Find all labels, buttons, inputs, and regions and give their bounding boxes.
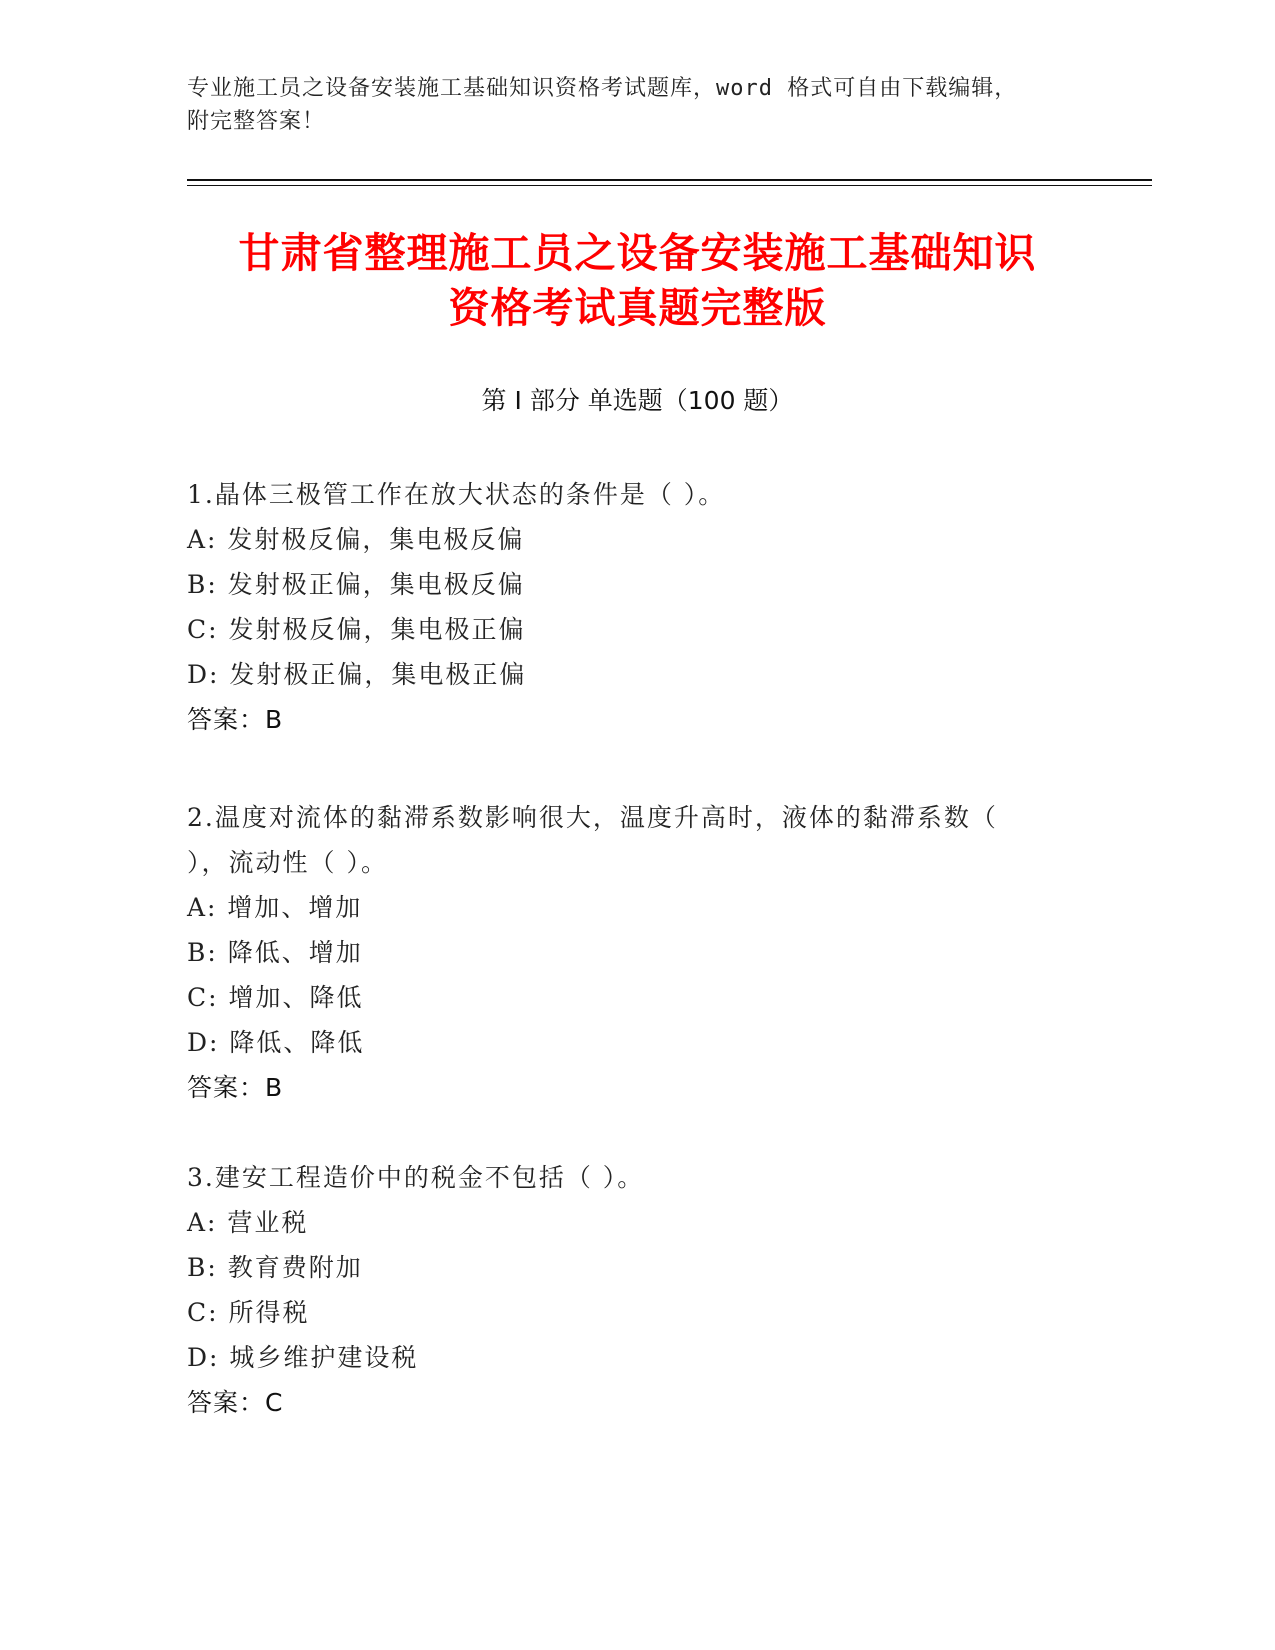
document-title xyxy=(150,226,1125,336)
answer: 答案：C xyxy=(187,1388,284,1417)
option-d: D: 发射极正偏，集电极正偏 xyxy=(187,660,527,689)
option-c: C: 所得税 xyxy=(187,1298,310,1327)
option-d: D: 城乡维护建设税 xyxy=(187,1343,419,1372)
header-divider-thick xyxy=(187,179,1152,181)
question-stem: ），流动性（ ）。 xyxy=(187,848,388,877)
option-b: B: 降低、增加 xyxy=(187,938,363,967)
option-a: A: 营业税 xyxy=(187,1208,309,1237)
question-3 xyxy=(187,1155,1067,1425)
document-title-line: 资格考试真题完整版 xyxy=(448,284,827,332)
answer: 答案：B xyxy=(187,1073,284,1102)
header-note-line: 附完整答案！ xyxy=(187,109,326,134)
option-a: A: 增加、增加 xyxy=(187,893,363,922)
option-a: A: 发射极反偏，集电极反偏 xyxy=(187,525,525,554)
question-stem: 3.建安工程造价中的税金不包括（ ）。 xyxy=(187,1163,645,1192)
question-2 xyxy=(187,795,1067,1110)
answer: 答案：B xyxy=(187,705,284,734)
question-stem: 2.温度对流体的黏滞系数影响很大，温度升高时，液体的黏滞系数（ xyxy=(187,803,998,832)
option-c: C: 增加、降低 xyxy=(187,983,364,1012)
question-1 xyxy=(187,472,1067,742)
question-stem: 1.晶体三极管工作在放大状态的条件是（ ）。 xyxy=(187,480,726,509)
section-heading: 第 I 部分 单选题（100 题） xyxy=(481,386,794,415)
option-b: B: 教育费附加 xyxy=(187,1253,363,1282)
option-c: C: 发射极反偏，集电极正偏 xyxy=(187,615,526,644)
option-b: B: 发射极正偏，集电极反偏 xyxy=(187,570,525,599)
header-note xyxy=(187,72,1067,138)
header-divider-thin xyxy=(187,185,1152,186)
document-title-line: 甘肃省整理施工员之设备安装施工基础知识 xyxy=(238,229,1037,277)
header-note-line: 专业施工员之设备安装施工基础知识资格考试题库，word 格式可自由下载编辑， xyxy=(187,76,1018,101)
option-d: D: 降低、降低 xyxy=(187,1028,365,1057)
